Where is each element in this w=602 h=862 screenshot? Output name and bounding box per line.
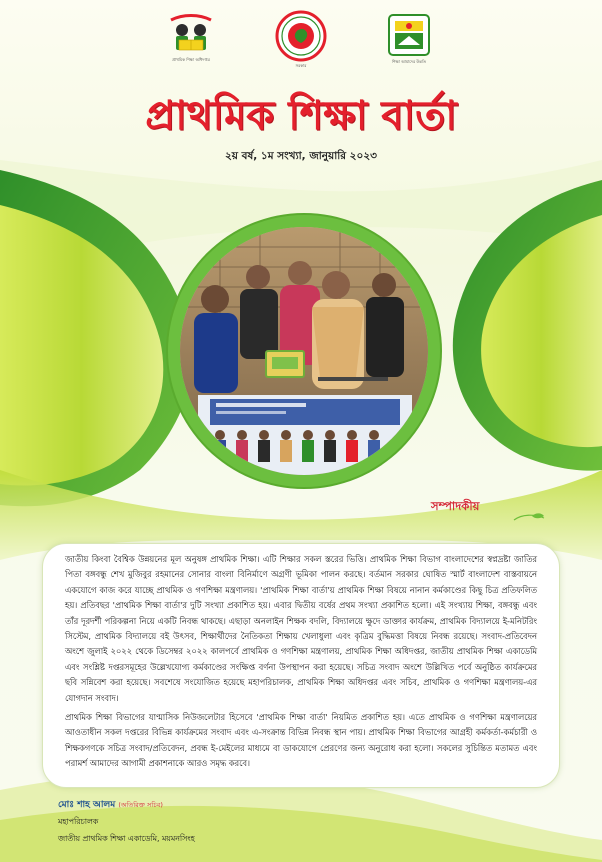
government-seal-icon <box>275 10 327 62</box>
newsletter-masthead: প্রাথমিক শিক্ষা বার্তা <box>145 92 457 139</box>
logo-right-caption: শিক্ষা আমাদের উন্নতি <box>392 59 426 64</box>
editorial-heading: সম্পাদকীয় <box>431 499 480 513</box>
signatory-rank: (অতিরিক্ত সচিব) <box>118 801 163 809</box>
issue-info: ২য় বর্ষ, ১ম সংখ্যা, জানুয়ারি ২০২৩ <box>224 150 377 162</box>
logo-left-caption: প্রাথমিক শিক্ষা অধিদপ্তর <box>172 57 210 62</box>
students-reading-icon <box>165 14 217 56</box>
book-handover-photo <box>180 227 428 475</box>
academy-logo <box>377 12 441 66</box>
editorial-text-box <box>42 543 560 788</box>
government-seal-logo <box>272 10 330 70</box>
academy-emblem-icon <box>386 12 432 58</box>
signatory-designation: মহাপরিচালক <box>58 817 99 826</box>
leaf-ornament-icon <box>512 512 546 526</box>
primary-education-logo <box>160 14 222 64</box>
editorial-paragraph-2: প্রাথমিক শিক্ষা বিভাগের যাণ্মাসিক নিউজলেটার হিসেবে 'প্রাথমিক শিক্ষা বার্তা' নিয়মিত প্রকাশিত হয়। এতে প্রাথমিক ও গণশিক্ষা মন্ত্রণালয়ের আওতাধীন সকল দপ্তরের বিভিন্ন কার্যক্রমের সংবাদ এবং এ-সংক্রান্ত বিভিন্ন নিবন্ধ স্থান পায়। প্রাথমিক শিক্ষা বিভাগের আগ্রহী কর্মকর্তা-কর্মচারী ও শিক্ষকগণকে সচিত্র সংবাদ/প্রতিবেদন, প্রবন্ধ ই-মেইলের মাধ্যমে বা ডাকযোগে প্রেরণের জন্য অনুরোধ করা হলো। সকলের সুচিন্তিত মতামত এবং পরামর্শ আমাদের আগামী প্রকাশনাকে আরও সমৃদ্ধ করবে। <box>65 712 537 769</box>
editorial-paragraph-1: জাতীয় কিংবা বৈশ্বিক উন্নয়নের মূল অনুষঙ্গ প্রাথমিক শিক্ষা। এটি শিক্ষার সকল স্তরের ভিত্তি। প্রাথমিক শিক্ষা বিভাগ বাংলাদেশের স্বপ্নদ্রষ্টা জাতির পিতা বঙ্গবন্ধু শেখ মুজিবুর রহমানের সোনার বাংলা বিনির্মাণে অগ্রণী ভূমিকা পালন করছে। বর্তমান সরকার ঘোষিত স্মার্ট বাংলাদেশ বাস্তবায়নে একযোগে কাজ করে যাচ্ছে প্রাথমিক ও গণশিক্ষা মন্ত্রণালয়। 'প্রাথমিক শিক্ষা বার্তা'য় প্রাথমিক শিক্ষা বিষয়ে নানান কর্মকাণ্ডের কিছু চিত্র প্রতিফলিত হয়। প্রতিবছর 'প্রাথমিক শিক্ষা বার্তা'র দুটি সংখ্যা প্রকাশিত হয়। এবার দ্বিতীয় বর্ষের প্রথম সংখ্যা প্রকাশিত হলো। এই সংখ্যায় শিক্ষা, বঙ্গবন্ধু এবং তাঁর দূরদর্শী পরিকল্পনা নিয়ে একটি নিবন্ধ থাকছে। এছাড়া অনলাইন শিক্ষক বদলি, বিদ্যালয়ে ক্ষুদে ডাক্তার কার্যক্রম, প্রাথমিক বিদ্যালয়ে ই-মনিটরিং সিস্টেম, প্রাথমিক বিদ্যালয়ে বই উৎসব, শিক্ষার্থীদের নৈতিকতা শিক্ষায় খেলাধুলা এবং কৃত্রিম বুদ্ধিমত্তা বিষয়ে নিবন্ধ রয়েছে। সংবাদ-প্রতিবেদন অংশে জুলাই ২০২২ থেকে ডিসেম্বর ২০২২ কালপর্বে প্রাথমিক ও গণশিক্ষা মন্ত্রণালয়, প্রাথমিক শিক্ষা অধিদপ্তর, জাতীয় প্রাথমিক শিক্ষা একাডেমি এবং সংশ্লিষ্ট দপ্তরসমূহের উল্লেখযোগ্য কর্মকাণ্ডের সংক্ষিপ্ত বর্ণনা উপস্থাপন করা হয়েছে। সচিত্র সংবাদ অংশে উল্লিখিত পর্বে অনুষ্ঠিত কার্যক্রমের ছবি সন্নিবেশ করা হয়েছে। সবশেষে সংযোজিত হয়েছে মহাপরিচালক, প্রাথমিক শিক্ষা অধিদপ্তর এবং সচিব, প্রাথমিক ও গণশিক্ষা মন্ত্রণালয়-এর যোগদান সংবাদ। <box>65 554 538 703</box>
signature-block <box>58 797 195 846</box>
signatory-organization: জাতীয় প্রাথমিক শিক্ষা একাডেমি, ময়মনসিংহ <box>58 834 195 843</box>
logo-center-caption: সরকার <box>295 63 307 68</box>
cover-photo <box>180 227 428 475</box>
signatory-name: মোঃ শাহ আলম <box>58 800 116 810</box>
signatory-name-line <box>58 797 195 812</box>
